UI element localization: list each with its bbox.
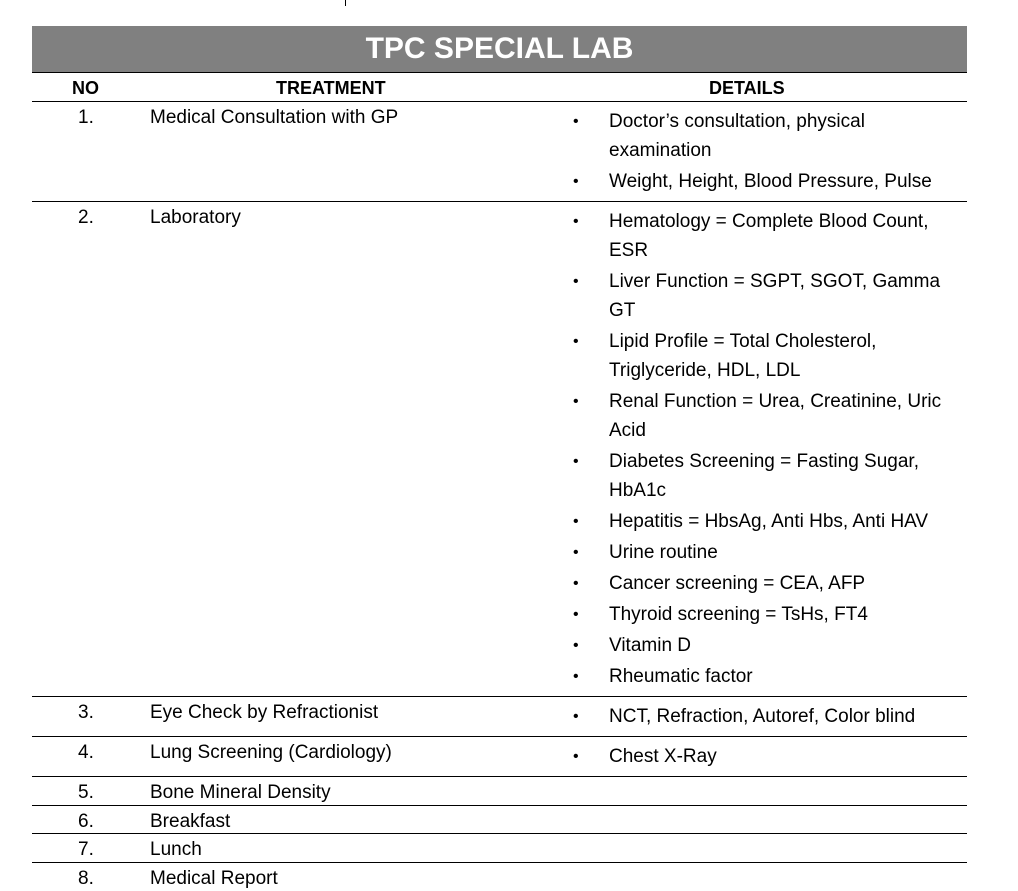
row-details-list	[572, 806, 967, 814]
detail-text: Cancer screening = CEA, AFP	[609, 573, 866, 594]
row-number: 6.	[78, 811, 94, 832]
bullet-icon: •	[573, 453, 579, 470]
detail-item	[572, 569, 967, 598]
row-details-list	[572, 102, 967, 201]
header-treatment: TREATMENT	[276, 78, 386, 98]
row-details-list	[572, 202, 967, 696]
row-number: 4.	[78, 742, 94, 763]
detail-item	[572, 600, 967, 629]
bullet-icon: •	[573, 637, 579, 654]
detail-item	[572, 107, 967, 165]
table-row	[32, 834, 967, 863]
row-treatment: Medical Report	[150, 868, 278, 889]
detail-item	[572, 538, 967, 567]
row-details-list	[572, 777, 967, 785]
table-row	[32, 697, 967, 737]
row-number: 1.	[78, 107, 94, 128]
detail-item	[572, 662, 967, 691]
header-no: NO	[72, 78, 99, 98]
row-treatment: Lung Screening (Cardiology)	[150, 742, 392, 763]
bullet-icon: •	[573, 668, 579, 685]
bullet-icon: •	[573, 393, 579, 410]
bullet-icon: •	[573, 333, 579, 350]
row-treatment: Laboratory	[150, 207, 241, 228]
detail-text: Thyroid screening = TsHs, FT4	[609, 604, 868, 625]
detail-text: Liver Function = SGPT, SGOT, Gamma GT	[609, 271, 941, 321]
bullet-icon: •	[573, 544, 579, 561]
table-row	[32, 777, 967, 806]
detail-item	[572, 387, 967, 445]
table-row	[32, 806, 967, 834]
bullet-icon: •	[573, 173, 579, 190]
bullet-icon: •	[573, 513, 579, 530]
row-treatment: Breakfast	[150, 811, 231, 832]
detail-item	[572, 267, 967, 325]
table-body	[32, 102, 967, 891]
bullet-icon: •	[573, 606, 579, 623]
bullet-icon: •	[573, 213, 579, 230]
detail-item	[572, 167, 967, 196]
row-details-list	[572, 834, 967, 842]
table-row	[32, 863, 967, 891]
services-table	[32, 26, 967, 891]
row-number: 5.	[78, 782, 94, 803]
row-number: 8.	[78, 868, 94, 889]
table-row	[32, 202, 967, 697]
detail-text: Diabetes Screening = Fasting Sugar, HbA1c	[609, 451, 919, 501]
row-details-list	[572, 737, 967, 776]
detail-text: Renal Function = Urea, Creatinine, Uric Acid	[609, 391, 942, 441]
detail-item	[572, 742, 967, 771]
row-treatment: Bone Mineral Density	[150, 782, 331, 803]
detail-item	[572, 327, 967, 385]
row-number: 2.	[78, 207, 94, 228]
row-treatment: Eye Check by Refractionist	[150, 702, 379, 723]
bullet-icon: •	[573, 708, 579, 725]
row-treatment: Lunch	[150, 839, 202, 860]
detail-text: Chest X-Ray	[609, 746, 717, 767]
bullet-icon: •	[573, 748, 579, 765]
detail-text: Lipid Profile = Total Cholesterol, Triglyceride, HDL, LDL	[609, 331, 877, 381]
row-details-list	[572, 697, 967, 736]
table-row	[32, 102, 967, 202]
bullet-icon: •	[573, 273, 579, 290]
detail-item	[572, 702, 967, 731]
row-number: 7.	[78, 839, 94, 860]
detail-item	[572, 631, 967, 660]
bullet-icon: •	[573, 575, 579, 592]
table-row	[32, 737, 967, 777]
table-title: TPC SPECIAL LAB	[32, 26, 967, 73]
detail-item	[572, 507, 967, 536]
detail-text: Rheumatic factor	[609, 666, 753, 687]
row-treatment: Medical Consultation with GP	[150, 107, 399, 128]
detail-item	[572, 207, 967, 265]
detail-item	[572, 447, 967, 505]
detail-text: Vitamin D	[609, 635, 692, 656]
detail-text: Hepatitis = HbsAg, Anti Hbs, Anti HAV	[609, 511, 929, 532]
table-header-row	[32, 73, 967, 102]
row-number: 3.	[78, 702, 94, 723]
detail-text: NCT, Refraction, Autoref, Color blind	[609, 706, 916, 727]
header-details: DETAILS	[709, 78, 785, 98]
text-cursor-mark	[345, 0, 346, 6]
detail-text: Hematology = Complete Blood Count, ESR	[609, 211, 929, 261]
detail-text: Urine routine	[609, 542, 718, 563]
detail-text: Doctor’s consultation, physical examination	[609, 111, 865, 161]
bullet-icon: •	[573, 113, 579, 130]
row-details-list	[572, 863, 967, 871]
detail-text: Weight, Height, Blood Pressure, Pulse	[609, 171, 932, 192]
